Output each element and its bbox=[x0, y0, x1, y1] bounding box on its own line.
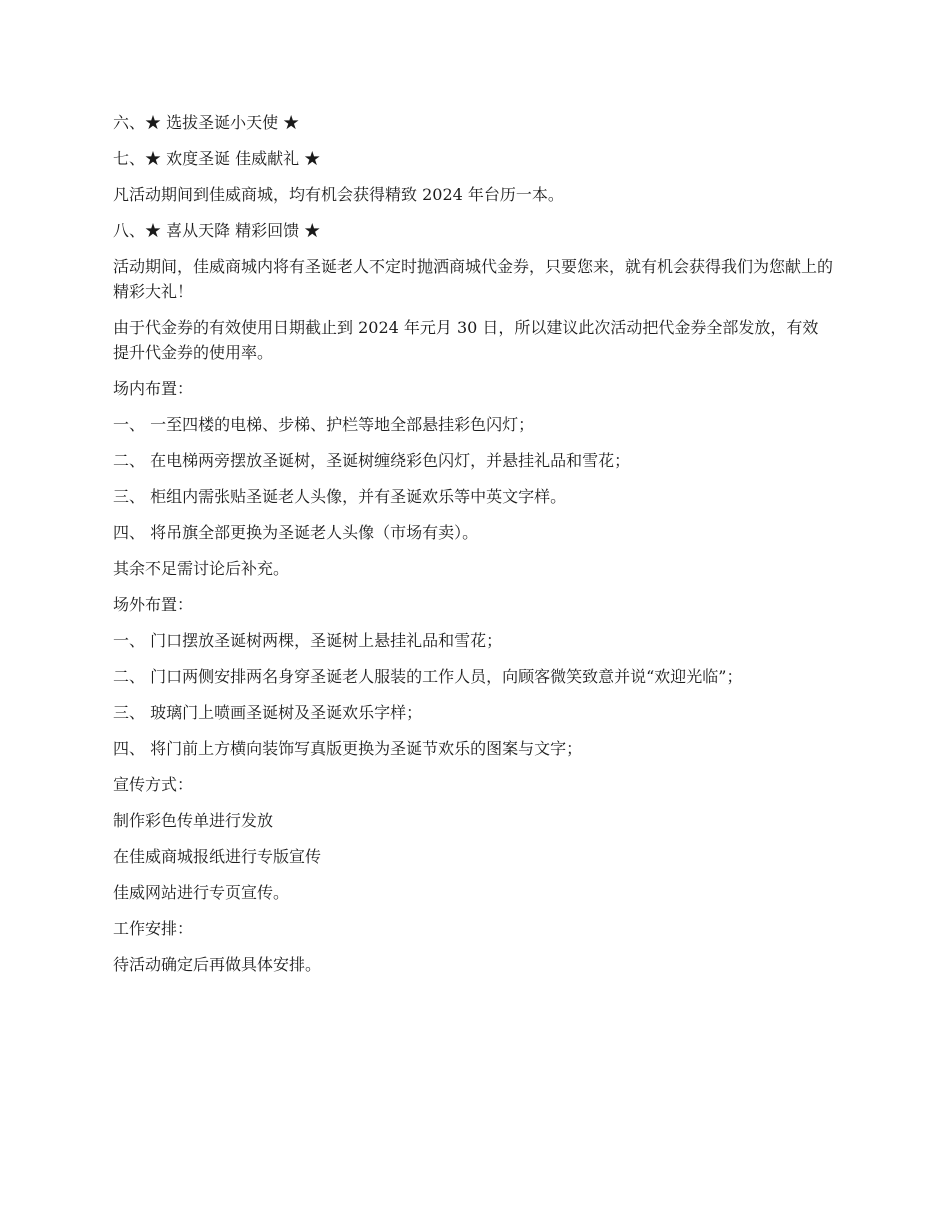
outdoor-item-4: 四、 将门前上方横向装饰写真版更换为圣诞节欢乐的图案与文字； bbox=[113, 739, 583, 758]
heading-outdoor-layout: 场外布置： bbox=[113, 595, 194, 614]
outdoor-item-1: 一、 门口摆放圣诞树两棵，圣诞树上悬挂礼品和雪花； bbox=[113, 631, 503, 650]
indoor-item-3: 三、 柜组内需张贴圣诞老人头像，并有圣诞欢乐等中英文字样。 bbox=[113, 487, 567, 506]
outdoor-item-3: 三、 玻璃门上喷画圣诞树及圣诞欢乐字样； bbox=[113, 703, 423, 722]
heading-work-arrangement: 工作安排： bbox=[113, 919, 194, 938]
promotion-item-1: 制作彩色传单进行发放 bbox=[113, 811, 274, 830]
promotion-item-3: 佳威网站进行专页宣传。 bbox=[113, 883, 290, 902]
section-heading-six: 六、★ 选拔圣诞小天使 ★ bbox=[113, 113, 300, 132]
paragraph-calendar-gift: 凡活动期间到佳威商城，均有机会获得精致 2024 年台历一本。 bbox=[113, 185, 564, 204]
heading-indoor-layout: 场内布置： bbox=[113, 379, 194, 398]
indoor-item-2: 二、 在电梯两旁摆放圣诞树，圣诞树缠绕彩色闪灯，并悬挂礼品和雪花； bbox=[113, 451, 631, 470]
section-heading-eight: 八、★ 喜从天降 精彩回馈 ★ bbox=[113, 221, 321, 240]
section-heading-seven: 七、★ 欢度圣诞 佳威献礼 ★ bbox=[113, 149, 321, 168]
paragraph-supplement: 其余不足需讨论后补充。 bbox=[113, 559, 290, 578]
paragraph-work-arrangement: 待活动确定后再做具体安排。 bbox=[113, 955, 322, 974]
paragraph-voucher-drop: 活动期间，佳威商城内将有圣诞老人不定时抛洒商城代金券，只要您来，就有机会获得我们为您献上的精彩大礼！ bbox=[113, 257, 834, 301]
outdoor-item-2: 二、 门口两侧安排两名身穿圣诞老人服装的工作人员，向顾客微笑致意并说“欢迎光临”； bbox=[113, 667, 743, 686]
document-body bbox=[113, 110, 848, 988]
promotion-item-2: 在佳威商城报纸进行专版宣传 bbox=[113, 847, 322, 866]
heading-promotion: 宣传方式： bbox=[113, 775, 194, 794]
paragraph-voucher-expiry: 由于代金券的有效使用日期截止到 2024 年元月 30 日，所以建议此次活动把代金券全部发放，有效提升代金券的使用率。 bbox=[113, 318, 819, 362]
indoor-item-1: 一、 一至四楼的电梯、步梯、护栏等地全部悬挂彩色闪灯； bbox=[113, 415, 535, 434]
indoor-item-4: 四、 将吊旗全部更换为圣诞老人头像（市场有卖）。 bbox=[113, 523, 479, 542]
